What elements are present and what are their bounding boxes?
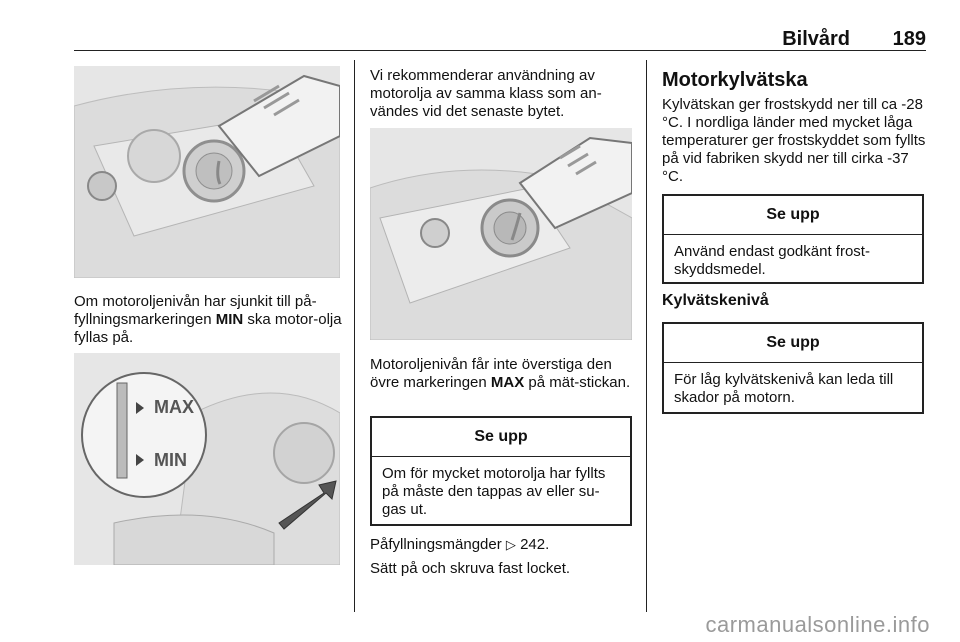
oil-recommendation-paragraph: Vi rekommenderar användning av motorolja av samma klass som an-vändes vid det senaste bytet. — [370, 67, 602, 120]
caution-title: Se upp — [664, 196, 922, 235]
column-divider — [646, 60, 647, 612]
dipstick-min-label: MIN — [154, 450, 187, 470]
watermark: carmanualsonline.info — [705, 612, 930, 637]
oil-level-paragraph — [74, 293, 342, 347]
section-title: Bilvård — [782, 28, 850, 50]
dipstick-drawing — [74, 353, 340, 565]
max-warning-text-end: på mät-stickan. — [524, 374, 631, 391]
caution-box-coolant-level — [662, 322, 924, 414]
engine-oil-pour-drawing — [370, 128, 632, 340]
coolant-level-heading: Kylvätskenivå — [662, 292, 769, 309]
caution-body: Använd endast godkänt frost-skyddsmedel. — [674, 243, 870, 278]
oil-level-text: Om motoroljenivån har sjunkit till på-fyllningsmarkeringen — [74, 293, 317, 328]
caution-title: Se upp — [664, 324, 922, 363]
fill-quantity-reference — [370, 536, 632, 554]
page-reference-icon: ▷ — [505, 537, 516, 552]
column-divider — [354, 60, 355, 612]
reference-page: 242. — [520, 536, 550, 553]
min-label: MIN — [215, 311, 244, 328]
oil-pour-illustration — [370, 128, 632, 340]
page-number: 189 — [892, 28, 926, 50]
page-header — [74, 0, 926, 51]
max-warning-paragraph — [370, 356, 632, 392]
dipstick-illustration — [74, 353, 340, 565]
caution-title: Se upp — [372, 418, 630, 457]
replace-cap-paragraph: Sätt på och skruva fast locket. — [370, 560, 571, 577]
engine-oil-fill-drawing — [74, 66, 340, 278]
caution-box-oil — [370, 416, 632, 526]
coolant-heading: Motorkylvätska — [662, 69, 808, 91]
oil-fill-illustration — [74, 66, 340, 278]
caution-body: För låg kylvätskenivå kan leda till skador på motorn. — [674, 371, 894, 406]
oil-level-text-end: ska motor-olja fyllas på. — [74, 311, 342, 346]
dipstick-max-label: MAX — [154, 397, 194, 417]
coolant-paragraph: Kylvätskan ger frostskydd ner till ca -28 °C. I nordliga länder med mycket låga temperaturer ger frostskyddet som fyllts på vid fabriken skydd ner till cirka -37 °C. — [662, 96, 926, 185]
reference-text: Påfyllningsmängder — [370, 536, 502, 553]
caution-box-antifreeze — [662, 194, 924, 284]
max-label: MAX — [490, 374, 525, 391]
max-warning-text: Motoroljenivån får inte överstiga den övre markeringen — [370, 356, 612, 391]
caution-body: Om för mycket motorolja har fyllts på måste den tappas av eller su-gas ut. — [382, 465, 606, 518]
